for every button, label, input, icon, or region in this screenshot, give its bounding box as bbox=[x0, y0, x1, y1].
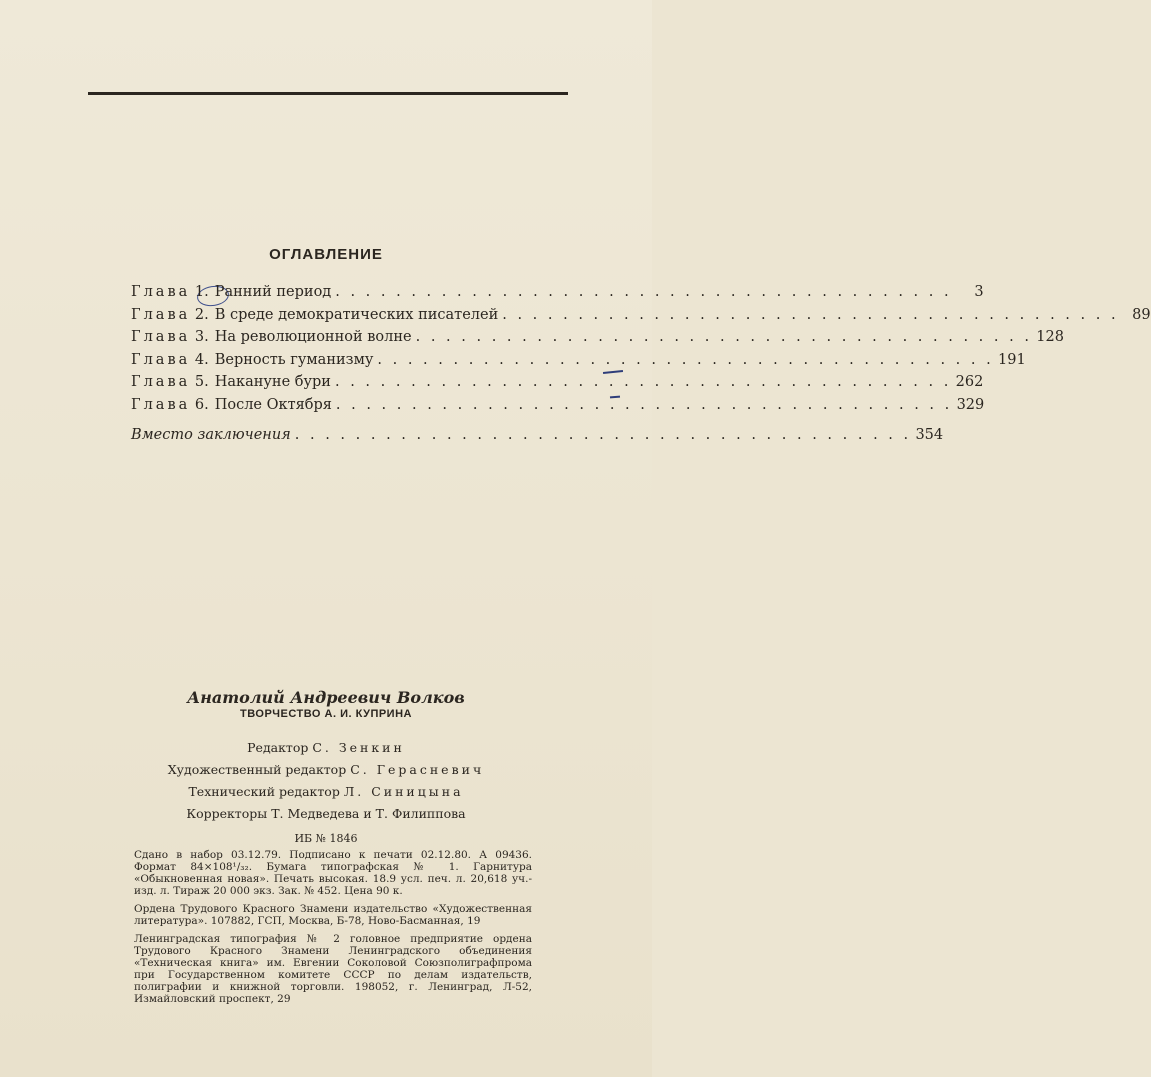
printing-house: Ленинградская типография № 2 головное предприятие ордена Трудового Красного Знамени Ленинградского объединения «Техническая книга» им. Евгении Соколовой Союзполиграфпрома при Государственном комитете СССР по делам издательств, полиграфии и книжной торговли. 198052, г. Ленинград, Л-52, Измайловский проспект, 29 bbox=[134, 933, 532, 1005]
book-title: ТВОРЧЕСТВО А. И. КУПРИНА bbox=[240, 708, 412, 720]
leader-dots: . . . . . . . . . . . . . . . . . . . . . . . . . . . . . . . . . . . . . . . . . bbox=[335, 284, 952, 300]
leader-dots: . . . . . . . . . . . . . . . . . . . . . . . . . . . . . . . . . . . . . . . . . bbox=[335, 396, 953, 413]
page-number: 89 bbox=[1132, 306, 1151, 323]
leader-dots: . . . . . . . . . . . . . . . . . . . . . . . . . . . . . . . . . . . . . . . . . bbox=[334, 374, 952, 390]
page-number: 128 bbox=[1036, 329, 1064, 345]
toc-entry[interactable]: Глава 5. Накануне бури . . . . . . . . . . . . . . . . . . . . . . . . . . . . . . . . . . . . . . . . . 262 bbox=[131, 374, 984, 390]
credit-proofreaders: Корректоры Т. Медведева и Т. Филиппова bbox=[186, 806, 466, 821]
page-number: 262 bbox=[955, 374, 984, 390]
publisher: Ордена Трудового Красного Знамени издательство «Художественная литература». 107882, ГСП, Москва, Б-78, Ново-Басманная, 19 bbox=[134, 903, 532, 927]
page-number: 191 bbox=[998, 351, 1026, 368]
leader-dots: . . . . . . . . . . . . . . . . . . . . . . . . . . . . . . . . . . . . . . . . . bbox=[294, 427, 912, 443]
chapter-number: 4. bbox=[194, 351, 209, 368]
chapter-number: 5. bbox=[194, 374, 209, 390]
toc-entry-conclusion[interactable] bbox=[131, 427, 944, 450]
toc-entry[interactable]: Глава 2. В среде демократических писателей . . . . . . . . . . . . . . . . . . . . . . . . . . . . . . . . . . . . . . . . . 89 bbox=[131, 306, 1151, 323]
page-number: 3 bbox=[974, 284, 984, 300]
top-rule bbox=[88, 92, 568, 95]
chapter-title: В среде демократических писателей bbox=[214, 306, 499, 323]
leader-dots: . . . . . . . . . . . . . . . . . . . . . . . . . . . . . . . . . . . . . . . . . bbox=[502, 306, 1119, 323]
toc-heading: ОГЛАВЛЕНИЕ bbox=[269, 246, 383, 263]
credit-tech-editor: Технический редактор Л. Синицына bbox=[188, 784, 464, 799]
imprint bbox=[134, 849, 532, 1011]
toc-entry[interactable]: Глава 4. Верность гуманизму . . . . . . . . . . . . . . . . . . . . . . . . . . . . . . . . . . . . . . . . . 191 bbox=[131, 351, 1026, 368]
author-name: Анатолий Андреевич Волков bbox=[187, 688, 465, 707]
leader-dots: . . . . . . . . . . . . . . . . . . . . . . . . . . . . . . . . . . . . . . . . . bbox=[377, 351, 994, 368]
print-details: Сдано в набор 03.12.79. Подписано к печати 02.12.80. А 09436. Формат 84×108¹/₃₂. Бумага типографская № 1. Гарнитура «Обыкновенная новая». Печать высокая. 18.9 усл. печ. л. 20,618 уч.-изд. л. Тираж 20 000 экз. Зак. № 452. Цена 90 к. bbox=[134, 849, 532, 897]
credit-editor: Редактор С. Зенкин bbox=[247, 740, 405, 755]
chapter-number: 3. bbox=[194, 329, 209, 345]
credits bbox=[0, 740, 652, 828]
toc-entry[interactable]: Глава 6. После Октября . . . . . . . . . . . . . . . . . . . . . . . . . . . . . . . . . . . . . . . . . 329 bbox=[131, 396, 985, 413]
chapter-number: 1. bbox=[194, 284, 209, 300]
chapter-number: 2. bbox=[194, 306, 209, 323]
page-number: 329 bbox=[956, 396, 985, 413]
table-of-contents bbox=[131, 284, 1151, 450]
leader-dots: . . . . . . . . . . . . . . . . . . . . . . . . . . . . . . . . . . . . . . . . . bbox=[415, 329, 1032, 345]
credit-art-editor: Художественный редактор С. Герасневич bbox=[167, 762, 485, 777]
chapter-number: 6. bbox=[194, 396, 209, 413]
chapter-title: Накануне бури bbox=[214, 374, 331, 390]
toc-entry[interactable]: Глава 1. Ранний период . . . . . . . . . . . . . . . . . . . . . . . . . . . . . . . . . . . . . . . . . 3 bbox=[131, 284, 984, 300]
chapter-title: На революционной волне bbox=[214, 329, 412, 345]
conclusion-title: Вместо заключения bbox=[131, 427, 291, 443]
chapter-title: После Октября bbox=[214, 396, 332, 413]
toc-entry[interactable]: Глава 3. На революционной волне . . . . . . . . . . . . . . . . . . . . . . . . . . . . . . . . . . . . . . . . . 128 bbox=[131, 329, 1064, 345]
ib-number: ИБ № 1846 bbox=[294, 832, 358, 845]
page-number: 354 bbox=[915, 427, 944, 443]
chapter-title: Ранний период bbox=[214, 284, 332, 300]
chapter-title: Верность гуманизму bbox=[214, 351, 374, 368]
